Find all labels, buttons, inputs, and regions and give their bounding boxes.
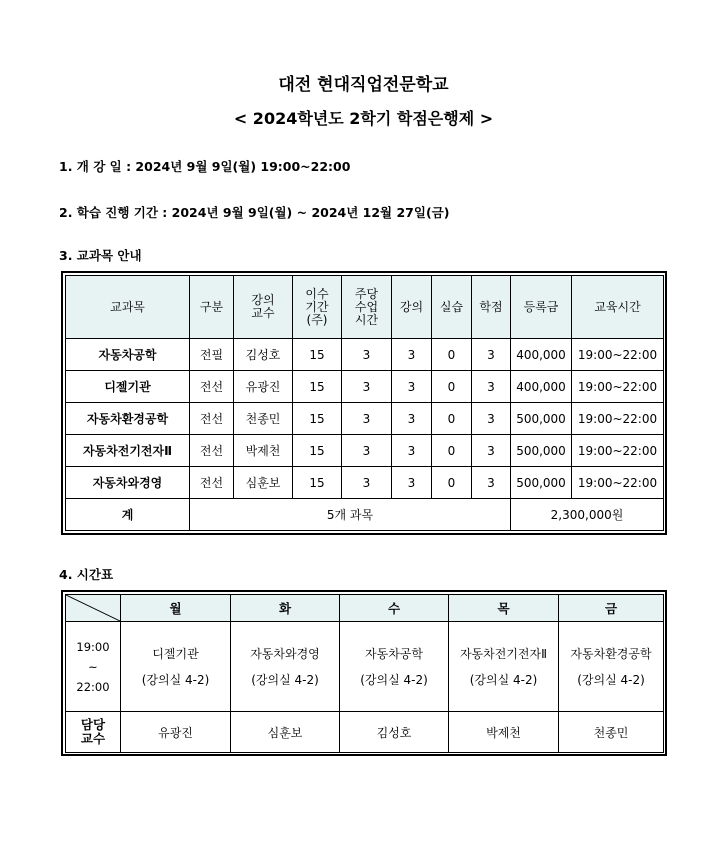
course-duration: 15 bbox=[293, 467, 342, 499]
course-subject: 자동차와경영 bbox=[66, 467, 190, 499]
course-duration: 15 bbox=[293, 371, 342, 403]
course-fee: 500,000 bbox=[511, 435, 572, 467]
course-type: 전선 bbox=[190, 467, 234, 499]
course-time: 19:00~22:00 bbox=[572, 403, 664, 435]
header-credits: 학점 bbox=[472, 276, 511, 339]
course-credits: 3 bbox=[472, 403, 511, 435]
header-fee: 등록금 bbox=[511, 276, 572, 339]
day-tuesday: 화 bbox=[231, 595, 340, 622]
course-subject: 디젤기관 bbox=[66, 371, 190, 403]
course-lecture: 3 bbox=[392, 339, 432, 371]
course-time: 19:00~22:00 bbox=[572, 371, 664, 403]
course-weekly: 3 bbox=[342, 467, 392, 499]
course-credits: 3 bbox=[472, 339, 511, 371]
course-time: 19:00~22:00 bbox=[572, 339, 664, 371]
course-subject: 자동차공학 bbox=[66, 339, 190, 371]
course-professor: 김성호 bbox=[234, 339, 293, 371]
timetable-course-monday: 디젤기관 (강의실 4-2) bbox=[121, 622, 231, 712]
time-slot: 19:00 ~ 22:00 bbox=[66, 622, 121, 712]
day-friday: 금 bbox=[559, 595, 664, 622]
course-lecture: 3 bbox=[392, 467, 432, 499]
timetable-professor-tuesday: 심훈보 bbox=[231, 712, 340, 753]
timetable-professor-friday: 천종민 bbox=[559, 712, 664, 753]
diagonal-corner-cell bbox=[66, 595, 121, 622]
table-row bbox=[66, 371, 664, 403]
course-weekly: 3 bbox=[342, 435, 392, 467]
document-subtitle: < 2024학년도 2학기 학점은행제 > bbox=[233, 109, 494, 128]
header-professor: 강의 교수 bbox=[234, 276, 293, 339]
header-practice: 실습 bbox=[432, 276, 472, 339]
course-type: 전선 bbox=[190, 371, 234, 403]
section-start-date: 1. 개 강 일 : 2024년 9월 9일(월) 19:00~22:00 bbox=[59, 159, 351, 174]
course-lecture: 3 bbox=[392, 435, 432, 467]
header-lecture: 강의 bbox=[392, 276, 432, 339]
course-credits: 3 bbox=[472, 467, 511, 499]
course-professor: 천종민 bbox=[234, 403, 293, 435]
course-weekly: 3 bbox=[342, 371, 392, 403]
section-course-guide: 3. 교과목 안내 bbox=[59, 248, 142, 263]
professor-row-label: 담당 교수 bbox=[66, 712, 121, 753]
section-study-period: 2. 학습 진행 기간 : 2024년 9월 9일(월) ~ 2024년 12월 27일(금) bbox=[59, 205, 450, 220]
course-professor: 박제천 bbox=[234, 435, 293, 467]
course-duration: 15 bbox=[293, 339, 342, 371]
timetable-frame bbox=[61, 590, 667, 756]
total-course-count: 5개 과목 bbox=[190, 499, 511, 531]
table-row bbox=[66, 435, 664, 467]
day-monday: 월 bbox=[121, 595, 231, 622]
course-practice: 0 bbox=[432, 435, 472, 467]
timetable-slot-row bbox=[66, 622, 664, 712]
timetable-header-row bbox=[66, 595, 664, 622]
course-table bbox=[65, 275, 664, 531]
course-professor: 유광진 bbox=[234, 371, 293, 403]
timetable-course-wednesday: 자동차공학 (강의실 4-2) bbox=[340, 622, 449, 712]
course-practice: 0 bbox=[432, 371, 472, 403]
header-type: 구분 bbox=[190, 276, 234, 339]
header-subject: 교과목 bbox=[66, 276, 190, 339]
day-wednesday: 수 bbox=[340, 595, 449, 622]
timetable-course-tuesday: 자동차와경영 (강의실 4-2) bbox=[231, 622, 340, 712]
header-time: 교육시간 bbox=[572, 276, 664, 339]
course-type: 전선 bbox=[190, 403, 234, 435]
section-timetable: 4. 시간표 bbox=[59, 567, 114, 582]
course-fee: 500,000 bbox=[511, 403, 572, 435]
course-table-frame bbox=[61, 271, 667, 535]
course-time: 19:00~22:00 bbox=[572, 467, 664, 499]
total-row bbox=[66, 499, 664, 531]
course-type: 전선 bbox=[190, 435, 234, 467]
diagonal-line bbox=[66, 595, 120, 621]
timetable-professor-monday: 유광진 bbox=[121, 712, 231, 753]
course-fee: 400,000 bbox=[511, 371, 572, 403]
course-time: 19:00~22:00 bbox=[572, 435, 664, 467]
timetable-professor-row bbox=[66, 712, 664, 753]
header-duration: 이수 기간 (주) bbox=[293, 276, 342, 339]
timetable-professor-wednesday: 김성호 bbox=[340, 712, 449, 753]
table-row bbox=[66, 339, 664, 371]
course-practice: 0 bbox=[432, 467, 472, 499]
course-duration: 15 bbox=[293, 435, 342, 467]
course-professor: 심훈보 bbox=[234, 467, 293, 499]
total-fee: 2,300,000원 bbox=[511, 499, 664, 531]
course-subject: 자동차환경공학 bbox=[66, 403, 190, 435]
course-credits: 3 bbox=[472, 371, 511, 403]
course-weekly: 3 bbox=[342, 403, 392, 435]
timetable-course-friday: 자동차환경공학 (강의실 4-2) bbox=[559, 622, 664, 712]
timetable bbox=[65, 594, 664, 753]
course-table-header-row bbox=[66, 276, 664, 339]
document-title: 대전 현대직업전문학교 bbox=[278, 75, 449, 95]
table-row bbox=[66, 467, 664, 499]
header-weekly-hours: 주당 수업 시간 bbox=[342, 276, 392, 339]
timetable-course-thursday: 자동차전기전자Ⅱ (강의실 4-2) bbox=[449, 622, 559, 712]
timetable-professor-thursday: 박제천 bbox=[449, 712, 559, 753]
day-thursday: 목 bbox=[449, 595, 559, 622]
course-fee: 400,000 bbox=[511, 339, 572, 371]
course-practice: 0 bbox=[432, 339, 472, 371]
course-weekly: 3 bbox=[342, 339, 392, 371]
course-practice: 0 bbox=[432, 403, 472, 435]
course-lecture: 3 bbox=[392, 371, 432, 403]
course-duration: 15 bbox=[293, 403, 342, 435]
course-lecture: 3 bbox=[392, 403, 432, 435]
table-row bbox=[66, 403, 664, 435]
total-label: 계 bbox=[66, 499, 190, 531]
course-type: 전필 bbox=[190, 339, 234, 371]
course-credits: 3 bbox=[472, 435, 511, 467]
course-subject: 자동차전기전자Ⅱ bbox=[66, 435, 190, 467]
course-fee: 500,000 bbox=[511, 467, 572, 499]
